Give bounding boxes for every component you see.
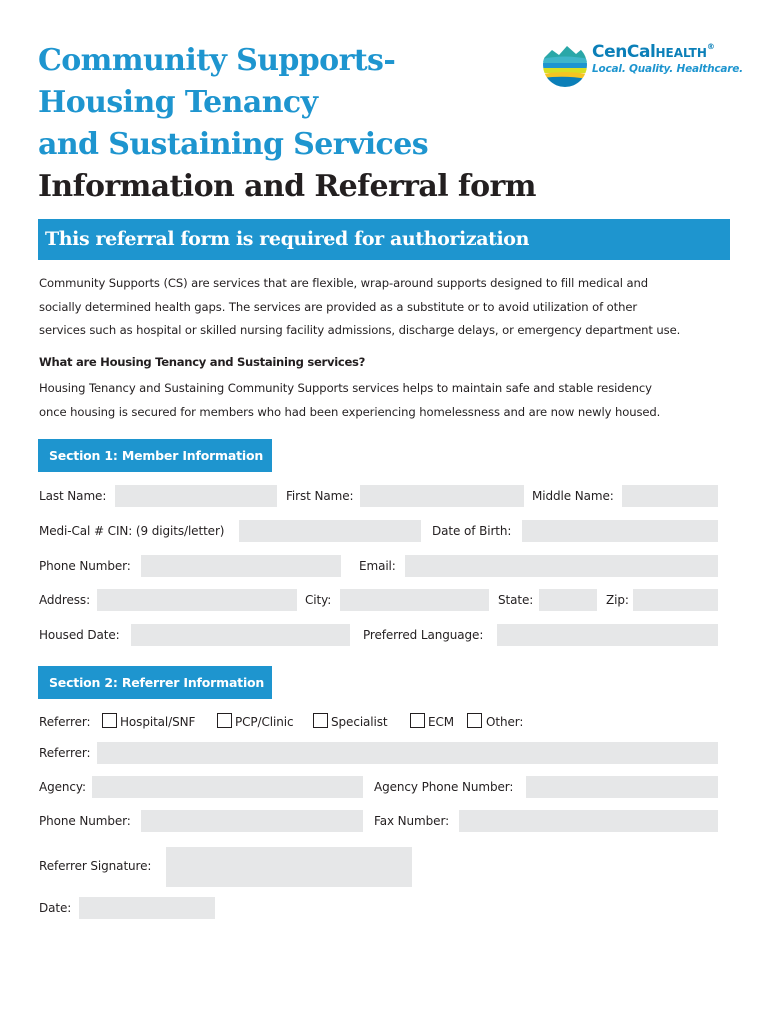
referrer-type-label: Referrer: — [39, 715, 91, 729]
answer-line: Housing Tenancy and Sustaining Community Supports services helps to maintain safe and stable residency — [39, 381, 652, 395]
fax-number-label: Fax Number: — [374, 814, 450, 828]
preferred-language-label: Preferred Language: — [363, 628, 484, 642]
city-label: City: — [305, 593, 332, 607]
first-name-field[interactable] — [360, 485, 524, 507]
intro-line: services such as hospital or skilled nursing facility admissions, discharge delays, or emergency department use. — [39, 323, 681, 337]
referrer-name-field[interactable] — [97, 742, 718, 764]
title-line-3: and Sustaining Services — [38, 127, 428, 162]
cencal-logo-mark-icon — [542, 42, 588, 88]
intro-line: Community Supports (CS) are services that are flexible, wrap-around supports designed to fill medical and — [39, 276, 648, 290]
section-2-heading: Section 2: Referrer Information — [38, 666, 272, 699]
hospital-snf-checkbox[interactable] — [102, 713, 117, 728]
title-line-2: Housing Tenancy — [38, 85, 318, 120]
ecm-checkbox[interactable] — [410, 713, 425, 728]
referrer-phone-field[interactable] — [141, 810, 363, 832]
other-checkbox[interactable] — [467, 713, 482, 728]
referrer-name-label: Referrer: — [39, 746, 91, 760]
date-of-birth-field[interactable] — [522, 520, 718, 542]
email-field[interactable] — [405, 555, 718, 577]
referrer-signature-label: Referrer Signature: — [39, 859, 152, 873]
date-field[interactable] — [79, 897, 215, 919]
referrer-signature-field[interactable] — [166, 847, 412, 887]
zip-label: Zip: — [606, 593, 629, 607]
title-line-4: Information and Referral form — [38, 169, 536, 204]
answer-paragraph — [39, 377, 660, 424]
agency-phone-field[interactable] — [526, 776, 718, 798]
specialist-option-label: Specialist — [331, 715, 388, 729]
date-of-birth-label: Date of Birth: — [432, 524, 512, 538]
middle-name-label: Middle Name: — [532, 489, 614, 503]
address-label: Address: — [39, 593, 91, 607]
state-label: State: — [498, 593, 534, 607]
member-phone-field[interactable] — [141, 555, 341, 577]
answer-line: once housing is secured for members who had been experiencing homelessness and are now newly housed. — [39, 404, 661, 419]
preferred-language-field[interactable] — [497, 624, 718, 646]
pcp-clinic-checkbox[interactable] — [217, 713, 232, 728]
address-field[interactable] — [97, 589, 297, 611]
specialist-checkbox[interactable] — [313, 713, 328, 728]
other-option-label: Other: — [486, 715, 524, 729]
authorization-banner: This referral form is required for authorization — [38, 219, 730, 260]
hospital-snf-option-label: Hospital/SNF — [120, 715, 196, 729]
email-label: Email: — [359, 559, 396, 573]
state-field[interactable] — [539, 589, 597, 611]
intro-paragraph — [39, 272, 680, 343]
medi-cal-cin-label: Medi-Cal # CIN: (9 digits/letter) — [39, 524, 225, 538]
agency-label: Agency: — [39, 780, 86, 794]
ecm-option-label: ECM — [428, 715, 455, 729]
last-name-label: Last Name: — [39, 489, 107, 503]
first-name-label: First Name: — [286, 489, 354, 503]
logo-registered-mark: ® — [706, 42, 715, 51]
logo-brand-suffix: HEALTH — [655, 46, 707, 60]
section-1-heading: Section 1: Member Information — [38, 439, 272, 472]
agency-phone-label: Agency Phone Number: — [374, 780, 514, 794]
member-phone-label: Phone Number: — [39, 559, 131, 573]
medi-cal-cin-field[interactable] — [239, 520, 421, 542]
title-line-1: Community Supports- — [38, 43, 396, 78]
referrer-phone-label: Phone Number: — [39, 814, 131, 828]
housed-date-label: Housed Date: — [39, 628, 120, 642]
pcp-clinic-option-label: PCP/Clinic — [235, 715, 294, 729]
cencal-health-logo — [542, 40, 742, 90]
fax-number-field[interactable] — [459, 810, 718, 832]
form-title — [38, 40, 558, 208]
last-name-field[interactable] — [115, 485, 277, 507]
intro-line: socially determined health gaps. The services are provided as a substitute or to avoid utilization of other — [39, 299, 638, 314]
agency-field[interactable] — [92, 776, 363, 798]
logo-brand: CenCal — [592, 42, 656, 62]
housed-date-field[interactable] — [131, 624, 350, 646]
logo-tagline: Local. Quality. Healthcare. — [592, 63, 743, 75]
city-field[interactable] — [340, 589, 489, 611]
question-heading: What are Housing Tenancy and Sustaining services? — [39, 355, 366, 369]
zip-field[interactable] — [633, 589, 718, 611]
date-label: Date: — [39, 901, 72, 915]
logo-wordmark — [592, 42, 743, 75]
middle-name-field[interactable] — [622, 485, 718, 507]
